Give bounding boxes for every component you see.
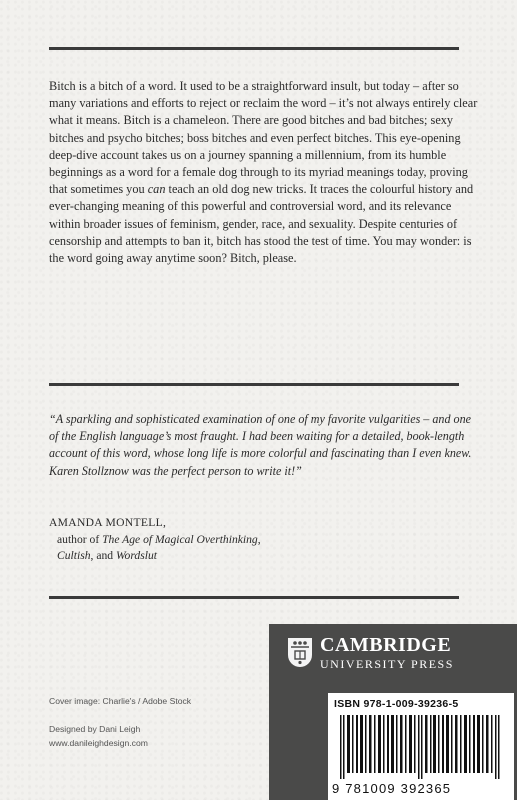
separator: , and (90, 549, 116, 562)
endorser-book-3: Wordslut (115, 549, 157, 562)
endorser-credits-2 (49, 548, 349, 565)
blurb-part-1: Bitch is a bitch of a word. It used to be a straightforward insult, but today – after so many variations and efforts to reject or reclaim the word – it’s not always entirely clear what it means. Bitch is a chameleon. There are good bitches and bad bitches; sexy bitches and psycho bitches; boss bitches and even perfect bitches. This eye-opening deep-dive account takes us on a journey spanning a millennium, from its humble beginnings as a word for a female dog through to its myriad meanings today, proving that sometimes you (49, 79, 478, 197)
endorsement-attribution (49, 515, 349, 565)
top-divider (49, 47, 459, 50)
barcode (338, 715, 506, 779)
isbn-label: ISBN 978-1-009-39236-5 (334, 698, 459, 710)
publisher-panel (269, 624, 517, 800)
endorser-credits (49, 532, 349, 549)
endorser-book-1: The Age of Magical Overthinking (102, 532, 258, 546)
publisher-name: CAMBRIDGE (320, 634, 452, 656)
isbn-barcode-box (328, 693, 514, 800)
middle-divider (49, 383, 459, 386)
endorser-name: AMANDA MONTELL, (49, 516, 167, 529)
blurb-text (49, 78, 479, 267)
publisher-subtitle: UNIVERSITY PRESS (320, 657, 454, 671)
author-of-label: author of (57, 532, 103, 546)
designer-url: www.danileighdesign.com (49, 738, 148, 748)
endorsement-quote: “A sparkling and sophisticated examination of one of my favorite vulgarities – and one of the English language’s most fraught. I had been waiting for a detailed, book-length account of this word, whose long life is more colorful and fascinating than I even knew. Karen Stollznow was the perfect person to write it!” (49, 412, 472, 478)
endorser-book-2: Cultish (57, 549, 91, 562)
designer-credit: Designed by Dani Leigh (49, 724, 141, 734)
separator: , (257, 532, 261, 546)
cover-image-credit: Cover image: Charlie's / Adobe Stock (49, 696, 192, 706)
bottom-divider (49, 596, 459, 599)
barcode-digits: 9 781009 392365 (332, 781, 452, 796)
blurb-part-2: teach an old dog new tricks. It traces the colourful history and ever-changing meaning of this powerful and controversial word, and its relevance within broader issues of feminism, gender, race, and sexuality. Despite centuries of censorship and attempts to ban it, bitch has stood the test of time. You may wonder: is the word going away anytime soon? Bitch, please. (49, 182, 474, 266)
blurb-emphasis: can (147, 182, 166, 197)
cambridge-crest-icon (288, 638, 312, 667)
